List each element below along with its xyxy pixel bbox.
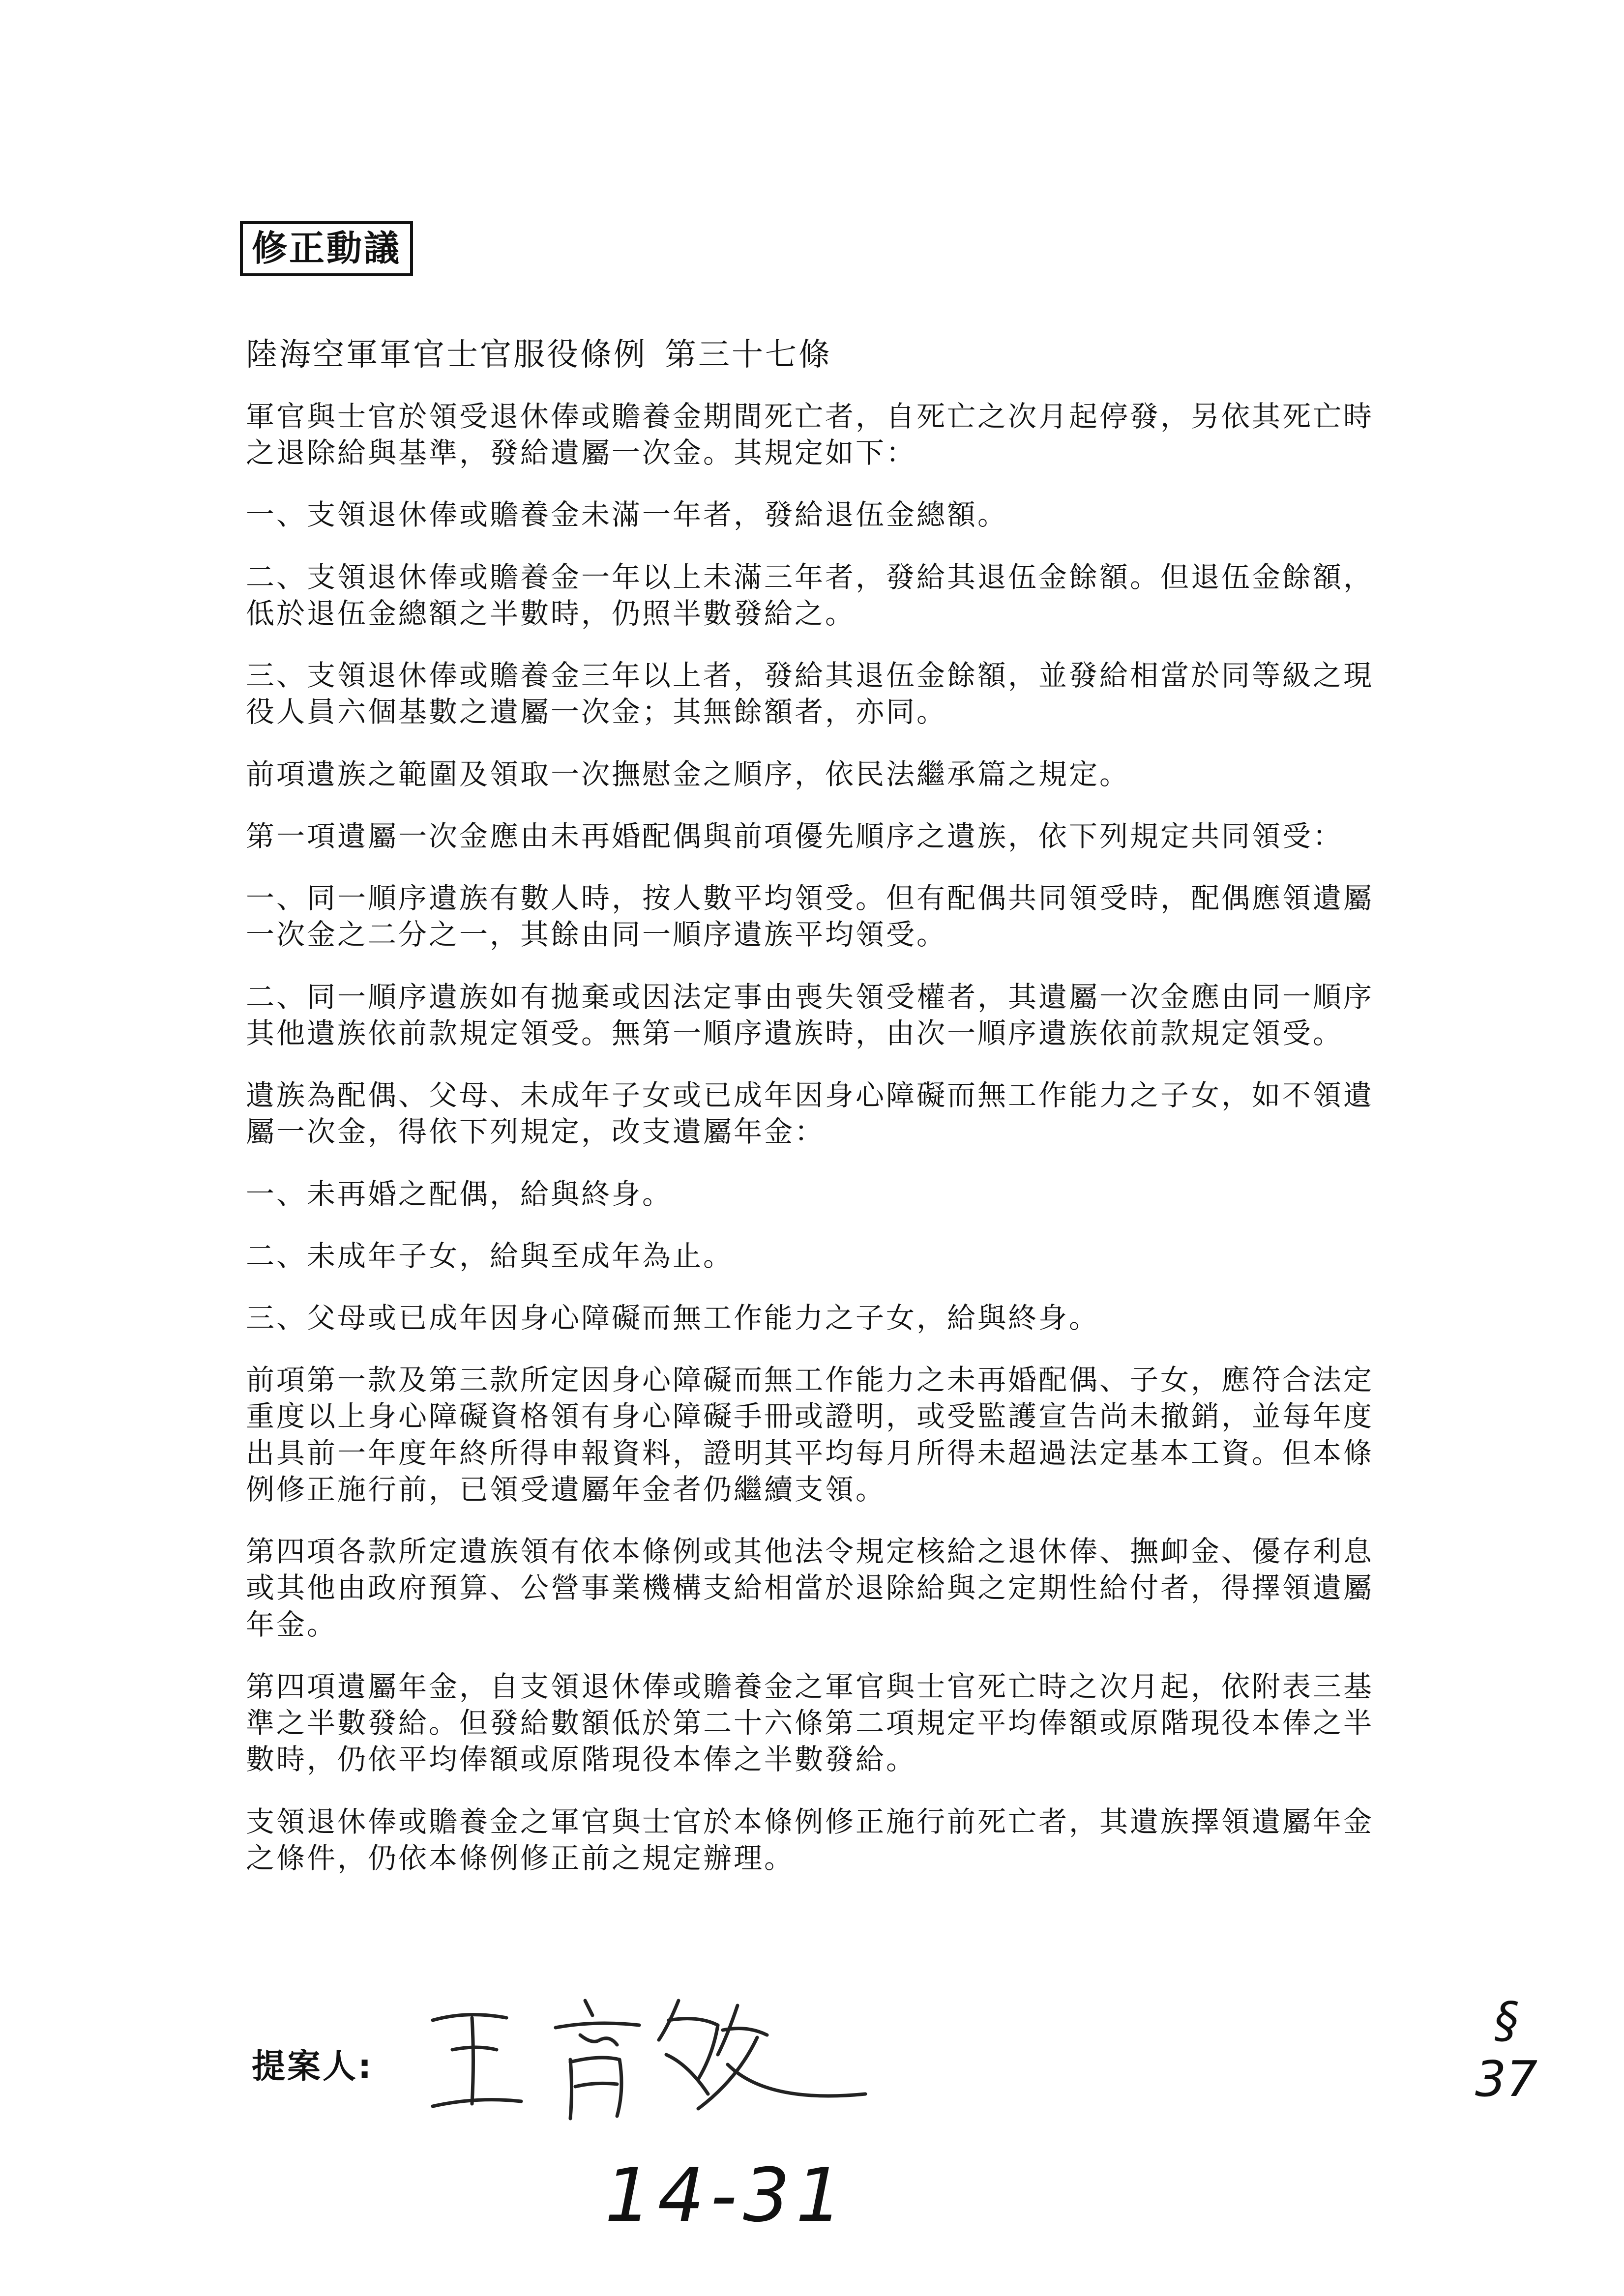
law-title bbox=[246, 329, 832, 375]
paragraph: 三、父母或已成年因身心障礙而無工作能力之子女，給與終身。 bbox=[246, 1301, 1100, 1335]
paragraph: 軍官與士官於領受退休俸或贍養金期間死亡者，自死亡之次月起停發，另依其死亡時之退除給與基準，發給遺屬一次金。其規定如下： bbox=[246, 400, 1374, 470]
paragraph: 第四項各款所定遺族領有依本條例或其他法令規定核給之退休俸、撫卹金、優存利息或其他由政府預算、公營事業機構支給相當於退除給與之定期性給付者，得擇領遺屬年金。 bbox=[246, 1535, 1374, 1641]
paragraph: 二、同一順序遺族如有拋棄或因法定事由喪失領受權者，其遺屬一次金應由同一順序其他遺族依前款規定領受。無第一順序遺族時，由次一順序遺族依前款規定領受。 bbox=[246, 980, 1374, 1050]
section-symbol: § bbox=[1494, 1991, 1519, 2049]
paragraph: 前項第一款及第三款所定因身心障礙而無工作能力之未再婚配偶、子女，應符合法定重度以上身心障礙資格領有身心障礙手冊或證明，或受監護宣告尚未撤銷，並每年度出具前一年度年終所得申報資料，證明其平均每月所得未超過法定基本工資。但本條例修正施行前，已領受遺屬年金者仍繼續支領。 bbox=[246, 1363, 1374, 1506]
paragraph: 一、支領退休俸或贍養金未滿一年者，發給退伍金總額。 bbox=[246, 498, 1008, 532]
handwritten-signature bbox=[423, 1981, 895, 2128]
law-name: 陸海空軍軍官士官服役條例 bbox=[246, 337, 647, 373]
paragraph: 一、同一順序遺族有數人時，按人數平均領受。但有配偶共同領受時，配偶應領遺屬一次金之二分之一，其餘由同一順序遺族平均領受。 bbox=[246, 881, 1374, 952]
paragraph: 二、未成年子女，給與至成年為止。 bbox=[246, 1239, 734, 1273]
paragraph: 支領退休俸或贍養金之軍官與士官於本條例修正施行前死亡者，其遺族擇領遺屬年金之條件，仍依本條例修正前之規定辦理。 bbox=[246, 1804, 1374, 1875]
paragraph: 三、支領退休俸或贍養金三年以上者，發給其退伍金餘額，並發給相當於同等級之現役人員六個基數之遺屬一次金；其無餘額者，亦同。 bbox=[246, 659, 1374, 729]
paragraph: 二、支領退休俸或贍養金一年以上未滿三年者，發給其退伍金餘額。但退伍金餘額，低於退伍金總額之半數時，仍照半數發給之。 bbox=[246, 560, 1374, 630]
proposer-label: 提案人: bbox=[252, 2047, 374, 2086]
paragraph: 第一項遺屬一次金應由未再婚配偶與前項優先順序之遺族，依下列規定共同領受： bbox=[246, 819, 1344, 853]
paragraph: 前項遺族之範圍及領取一次撫慰金之順序，依民法繼承篇之規定。 bbox=[246, 757, 1130, 791]
paragraph: 一、未再婚之配偶，給與終身。 bbox=[246, 1177, 673, 1211]
motion-heading: 修正動議 bbox=[240, 221, 413, 276]
handwritten-page-mark: 14-31 bbox=[605, 2153, 849, 2238]
paragraph: 遺族為配偶、父母、未成年子女或已成年因身心障礙而無工作能力之子女，如不領遺屬一次金，得依下列規定，改支遺屬年金： bbox=[246, 1078, 1374, 1149]
article-body bbox=[246, 398, 1382, 1902]
law-article: 第三十七條 bbox=[665, 337, 832, 373]
paragraph: 第四項遺屬年金，自支領退休俸或贍養金之軍官與士官死亡時之次月起，依附表三基準之半數發給。但發給數額低於第二十六條第二項規定平均俸額或原階現役本俸之半數時，仍依平均俸額或原階現役本俸之半數發給。 bbox=[246, 1669, 1374, 1776]
margin-annotation bbox=[1475, 1991, 1538, 2108]
section-number: 37 bbox=[1475, 2050, 1538, 2108]
